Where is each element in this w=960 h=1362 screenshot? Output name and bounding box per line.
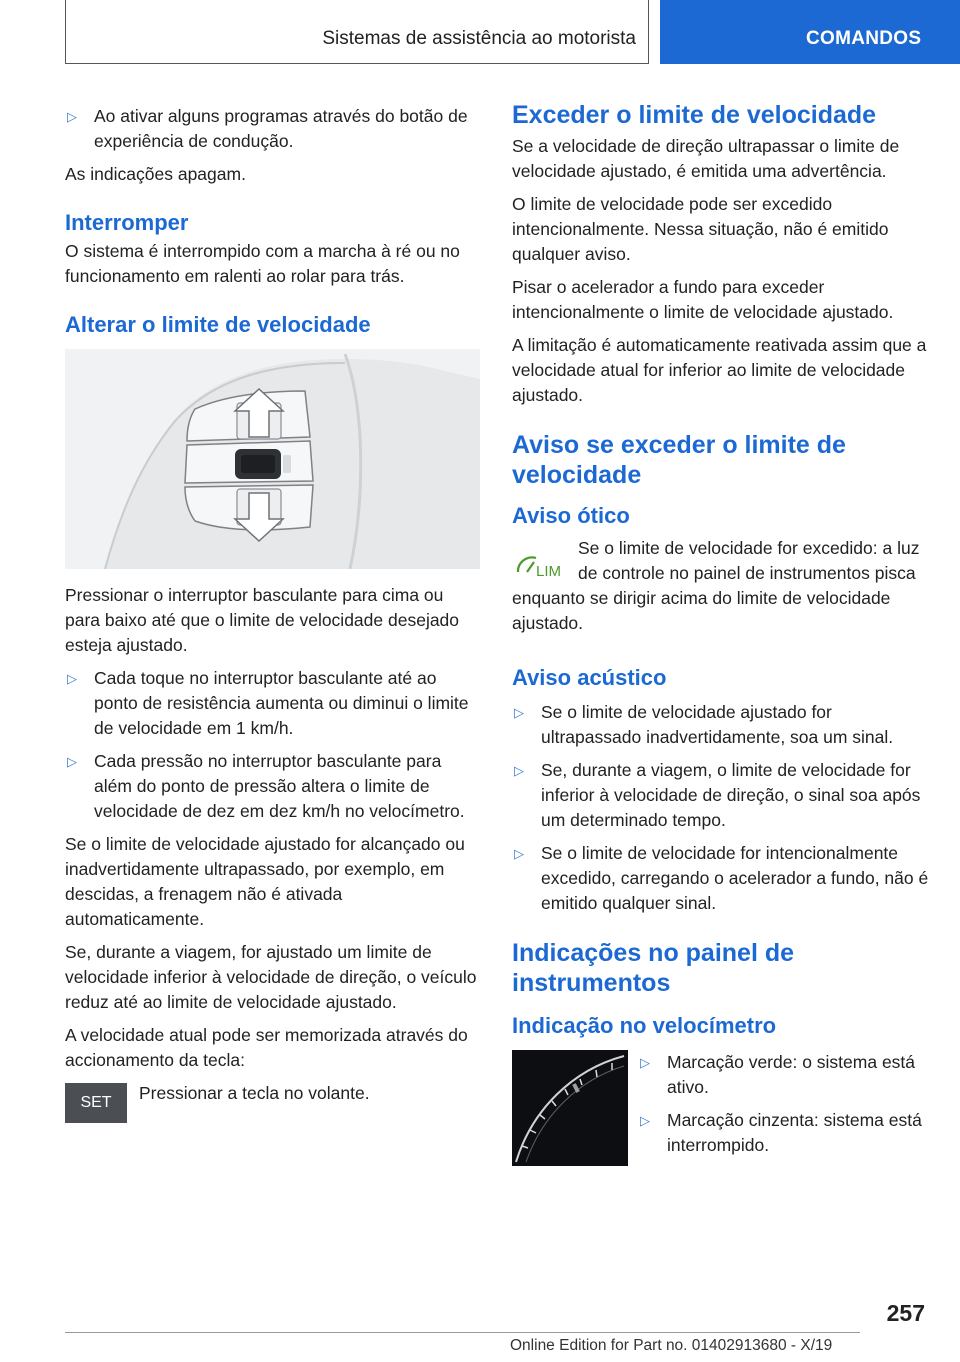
heading-indicacao-velocimetro: Indicação no velocímetro <box>512 1013 777 1038</box>
paragraph: Pressionar a tecla no volante. <box>139 1083 370 1103</box>
list-item: ▷ Marcação cinzenta: sistema está interrompido. <box>640 1110 922 1155</box>
bullet-triangle-icon: ▷ <box>514 705 524 720</box>
paragraph: Pisar o acelerador a fundo para exceder intencionalmente o limite de velocidade ajustado. <box>512 277 894 322</box>
paragraph: Pressionar o interruptor basculante para cima ou para baixo até que o limite de velocidade desejado esteja ajustado. <box>65 585 460 655</box>
footer-edition: Online Edition for Part no. 01402913680 - X/19 <box>510 1337 833 1354</box>
bullet-triangle-icon: ▷ <box>514 763 524 778</box>
footer-divider <box>65 1332 860 1333</box>
heading-aviso-exceder: Aviso se exceder o limite de velocidade <box>512 431 846 489</box>
list-item: ▷ Cada toque no interruptor basculante até ao ponto de resistência aumenta ou diminui o limite de velocidade em 1 km/h. <box>67 668 469 738</box>
header-section-box <box>65 0 649 64</box>
bullet-triangle-icon: ▷ <box>67 671 77 686</box>
steering-wheel-rocker-switch-image <box>65 349 480 569</box>
paragraph: Se a velocidade de direção ultrapassar o limite de velocidade ajustado, é emitida uma advertência. <box>512 136 900 181</box>
bullet-triangle-icon: ▷ <box>514 846 524 861</box>
paragraph: Se o limite de velocidade ajustado for alcançado ou inadvertidamente ultrapassado, por exemplo, em descidas, a frenagem não é ativada automaticamente. <box>65 834 465 929</box>
heading-alterar-limite: Alterar o limite de velocidade <box>65 312 371 337</box>
paragraph: A limitação é automaticamente reativada assim que a velocidade atual for inferior ao limite de velocidade ajustado. <box>512 335 927 405</box>
speedometer-block <box>512 1050 930 1166</box>
lim-warning-block <box>512 536 930 644</box>
list-item: ▷ Cada pressão no interruptor basculante para além do ponto de pressão altera o limite de velocidade de dez em dez km/h no velocímetro. <box>67 751 465 821</box>
heading-aviso-acustico: Aviso acústico <box>512 665 667 690</box>
right-column <box>512 101 930 1166</box>
steering-wheel-illustration <box>65 349 480 569</box>
list-item: ▷ Marcação verde: o sistema está ativo. <box>640 1052 916 1097</box>
header-section-title: Sistemas de assistência ao motorista <box>322 28 636 49</box>
set-key-block <box>65 1081 480 1123</box>
bullet-triangle-icon: ▷ <box>640 1113 650 1128</box>
list-item: ▷ Se o limite de velocidade for intencionalmente excedido, carregando o acelerador a fundo, não é emitido qualquer sinal. <box>514 843 929 913</box>
list-item: ▷ Se o limite de velocidade ajustado for ultrapassado inadvertidamente, soa um sinal. <box>514 702 894 747</box>
bullet-triangle-icon: ▷ <box>67 109 77 124</box>
bullet-triangle-icon: ▷ <box>640 1055 650 1070</box>
left-column <box>65 104 480 1123</box>
paragraph: Se, durante a viagem, for ajustado um limite de velocidade inferior à velocidade de direção, o veículo reduz até ao limite de velocidade ajustado. <box>65 942 477 1012</box>
paragraph: A velocidade atual pode ser memorizada através do accionamento da tecla: <box>65 1025 468 1070</box>
list-item: ▷ Se, durante a viagem, o limite de velocidade for inferior à velocidade de direção, o sinal soa após um determinado tempo. <box>514 760 921 830</box>
heading-aviso-otico: Aviso ótico <box>512 503 630 528</box>
bullet-triangle-icon: ▷ <box>67 754 77 769</box>
paragraph: O sistema é interrompido com a marcha à ré ou no funcionamento em ralenti ao rolar para trás. <box>65 241 460 286</box>
paragraph: Se o limite de velocidade for excedido: a luz de controle no painel de instrumentos pisca enquanto se dirigir acima do limite de velocidade ajustado. <box>512 538 920 633</box>
svg-text:LIM: LIM <box>536 563 562 580</box>
heading-exceder-limite: Exceder o limite de velocidade <box>512 101 877 129</box>
header-chapter-label: COMANDOS <box>806 28 922 49</box>
heading-interromper: Interromper <box>65 210 189 235</box>
speedometer-marking-image <box>512 1050 628 1166</box>
speed-limit-warning-icon <box>512 542 574 586</box>
list-item: ▷ Ao ativar alguns programas através do botão de experiência de condução. <box>67 106 468 151</box>
paragraph: O limite de velocidade pode ser excedido intencionalmente. Nessa situação, não é emitido qualquer aviso. <box>512 194 889 264</box>
page-number: 257 <box>886 1300 925 1326</box>
header-chapter-tab <box>660 0 960 64</box>
heading-indicacoes-painel: Indicações no painel de instrumentos <box>512 939 795 997</box>
paragraph: As indicações apagam. <box>65 164 246 184</box>
set-button-icon: SET <box>65 1083 127 1123</box>
